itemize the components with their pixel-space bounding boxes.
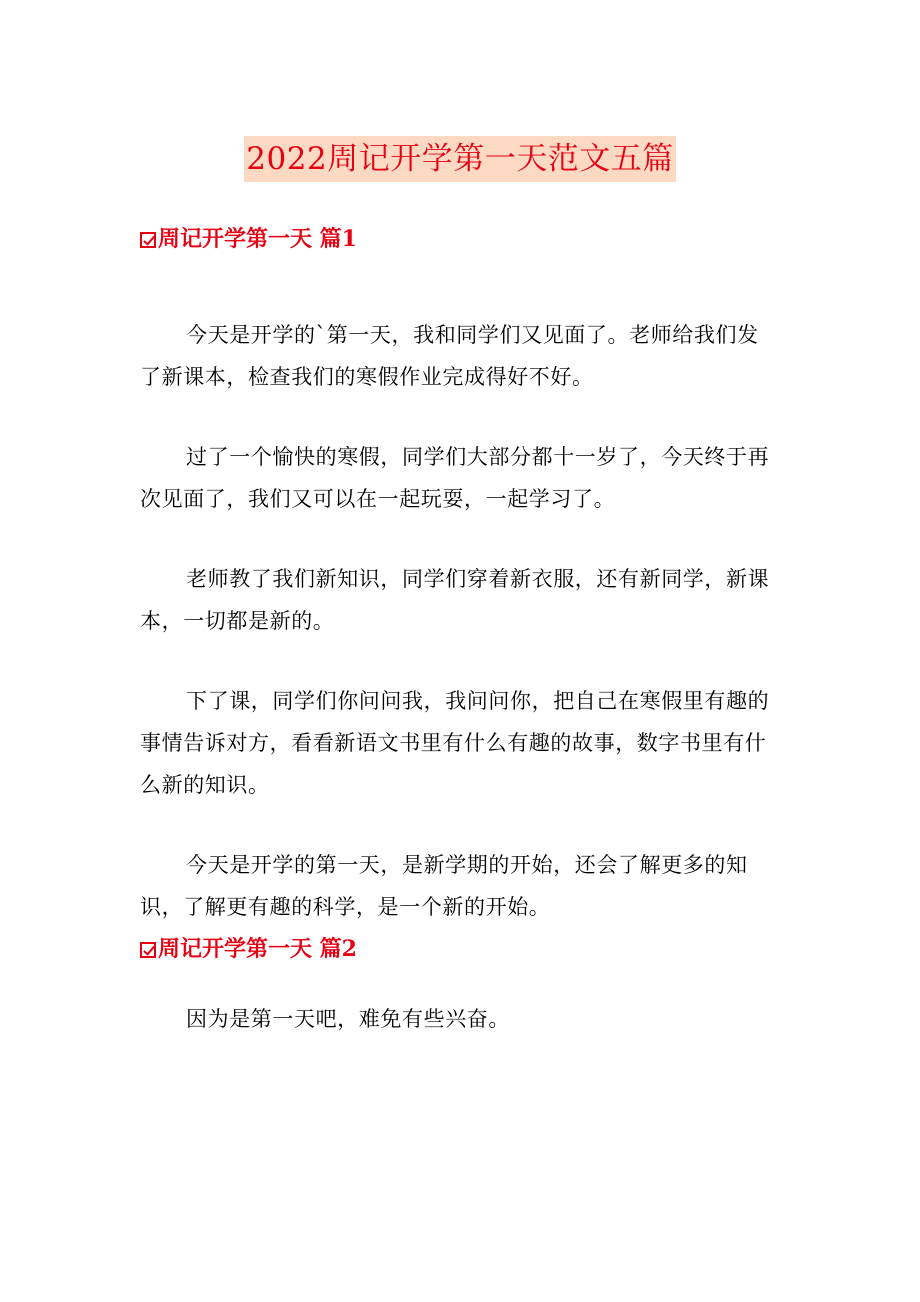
checkbox-checked-icon xyxy=(140,942,156,958)
paragraph: 今天是开学的`第一天，我和同学们又见面了。老师给我们发了新课本，检查我们的寒假作业完成得好不好。 xyxy=(140,323,759,389)
section-heading-1 xyxy=(140,224,357,254)
paragraph: 下了课，同学们你问问我，我问问你，把自己在寒假里有趣的事情告诉对方，看看新语文书里有什么有趣的故事，数字书里有什么新的知识。 xyxy=(140,689,770,797)
checkbox-checked-icon xyxy=(140,232,156,248)
section-heading-2 xyxy=(140,934,357,964)
section-heading-text: 周记开学第一天 篇2 xyxy=(158,936,357,962)
title-container xyxy=(0,136,920,182)
paragraph: 过了一个愉快的寒假，同学们大部分都十一岁了，今天终于再次见面了，我们又可以在一起玩耍，一起学习了。 xyxy=(140,445,770,511)
paragraph: 今天是开学的第一天，是新学期的开始，还会了解更多的知识，了解更有趣的科学，是一个新的开始。 xyxy=(140,853,748,919)
section-heading-text: 周记开学第一天 篇1 xyxy=(158,226,357,252)
document-title: 2022周记开学第一天范文五篇 xyxy=(244,136,675,182)
paragraph: 老师教了我们新知识，同学们穿着新衣服，还有新同学，新课本，一切都是新的。 xyxy=(140,567,770,633)
paragraph: 因为是第一天吧，难免有些兴奋。 xyxy=(186,1007,510,1031)
